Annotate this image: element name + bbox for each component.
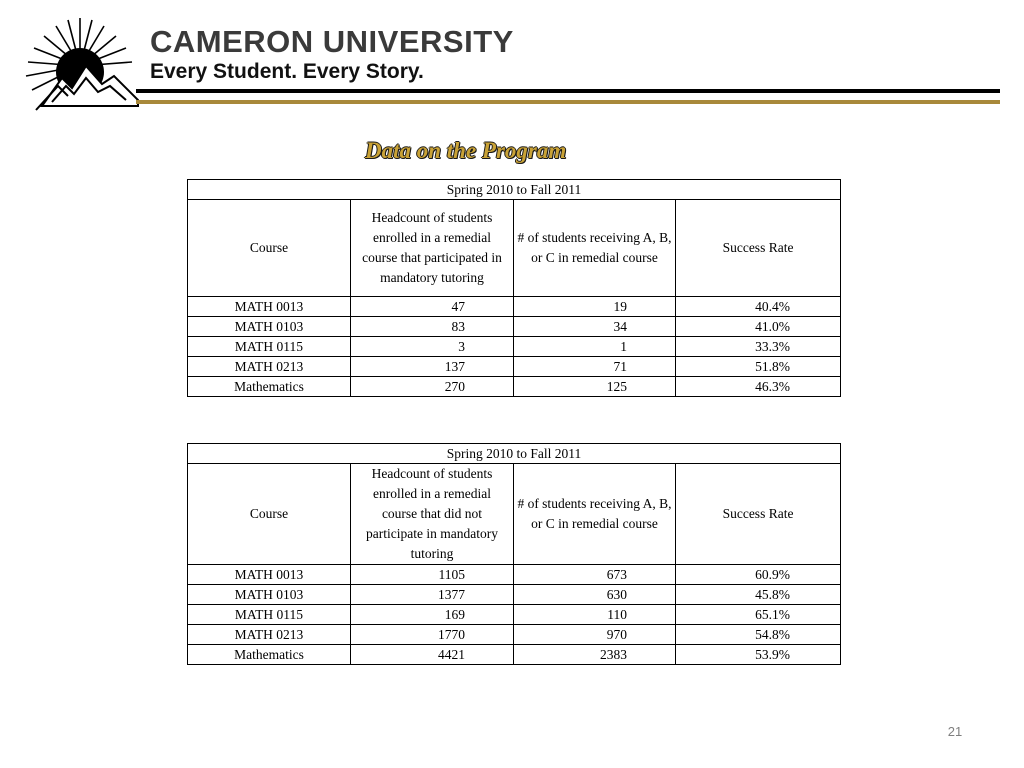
headcount-cell: 4421 — [351, 645, 514, 665]
course-cell: Mathematics — [188, 377, 351, 397]
headcount-cell: 1770 — [351, 625, 514, 645]
course-cell: MATH 0103 — [188, 317, 351, 337]
success-rate-cell: 51.8% — [676, 357, 841, 377]
university-name: CAMERON UNIVERSITY — [150, 24, 514, 59]
table-span-header: Spring 2010 to Fall 2011 — [188, 180, 841, 200]
table-row — [188, 605, 841, 625]
course-cell: MATH 0213 — [188, 357, 351, 377]
course-cell: Mathematics — [188, 645, 351, 665]
success-rate-cell: 45.8% — [676, 585, 841, 605]
slide-title: Data on the Program — [365, 138, 567, 163]
table-row — [188, 625, 841, 645]
table-row — [188, 297, 841, 317]
column-header-headcount: Headcount of students enrolled in a remedial course that participated in mandatory tutoring — [351, 200, 514, 297]
abc-count-cell: 125 — [514, 377, 676, 397]
table-row — [188, 565, 841, 585]
abc-count-cell: 19 — [514, 297, 676, 317]
table-row — [188, 357, 841, 377]
column-header-course: Course — [188, 464, 351, 565]
course-cell: MATH 0013 — [188, 297, 351, 317]
headcount-cell: 169 — [351, 605, 514, 625]
course-cell: MATH 0213 — [188, 625, 351, 645]
table-row — [188, 585, 841, 605]
success-rate-cell: 54.8% — [676, 625, 841, 645]
headcount-cell: 270 — [351, 377, 514, 397]
table-row-total — [188, 377, 841, 397]
success-rate-cell: 65.1% — [676, 605, 841, 625]
success-rate-cell: 33.3% — [676, 337, 841, 357]
abc-count-cell: 34 — [514, 317, 676, 337]
headcount-cell: 1377 — [351, 585, 514, 605]
page-number: 21 — [947, 724, 963, 739]
success-rate-cell: 40.4% — [676, 297, 841, 317]
success-rate-cell: 41.0% — [676, 317, 841, 337]
university-tagline: Every Student. Every Story. — [150, 60, 424, 83]
course-cell: MATH 0013 — [188, 565, 351, 585]
success-rate-cell: 46.3% — [676, 377, 841, 397]
success-rate-cell: 53.9% — [676, 645, 841, 665]
abc-count-cell: 2383 — [514, 645, 676, 665]
course-cell: MATH 0115 — [188, 605, 351, 625]
abc-count-cell: 630 — [514, 585, 676, 605]
header-rule-gold — [136, 100, 1000, 104]
headcount-cell: 1105 — [351, 565, 514, 585]
headcount-cell: 137 — [351, 357, 514, 377]
course-cell: MATH 0103 — [188, 585, 351, 605]
column-header-success-rate: Success Rate — [676, 200, 841, 297]
column-header-abc-count: # of students receiving A, B, or C in remedial course — [514, 464, 676, 565]
column-header-abc-count: # of students receiving A, B, or C in remedial course — [514, 200, 676, 297]
table-row — [188, 317, 841, 337]
table-span-header: Spring 2010 to Fall 2011 — [188, 444, 841, 464]
table-row — [188, 337, 841, 357]
table-row-total — [188, 645, 841, 665]
abc-count-cell: 1 — [514, 337, 676, 357]
column-header-course: Course — [188, 200, 351, 297]
sun-over-mountains-icon — [22, 14, 150, 114]
column-header-success-rate: Success Rate — [676, 464, 841, 565]
course-cell: MATH 0115 — [188, 337, 351, 357]
abc-count-cell: 71 — [514, 357, 676, 377]
column-header-headcount: Headcount of students enrolled in a remedial course that did not participate in mandatory tutoring — [351, 464, 514, 565]
abc-count-cell: 673 — [514, 565, 676, 585]
data-table-did-not-participate — [187, 443, 841, 665]
abc-count-cell: 110 — [514, 605, 676, 625]
success-rate-cell: 60.9% — [676, 565, 841, 585]
abc-count-cell: 970 — [514, 625, 676, 645]
headcount-cell: 47 — [351, 297, 514, 317]
data-table-participated — [187, 179, 841, 397]
header-rule-black — [136, 89, 1000, 93]
headcount-cell: 83 — [351, 317, 514, 337]
headcount-cell: 3 — [351, 337, 514, 357]
